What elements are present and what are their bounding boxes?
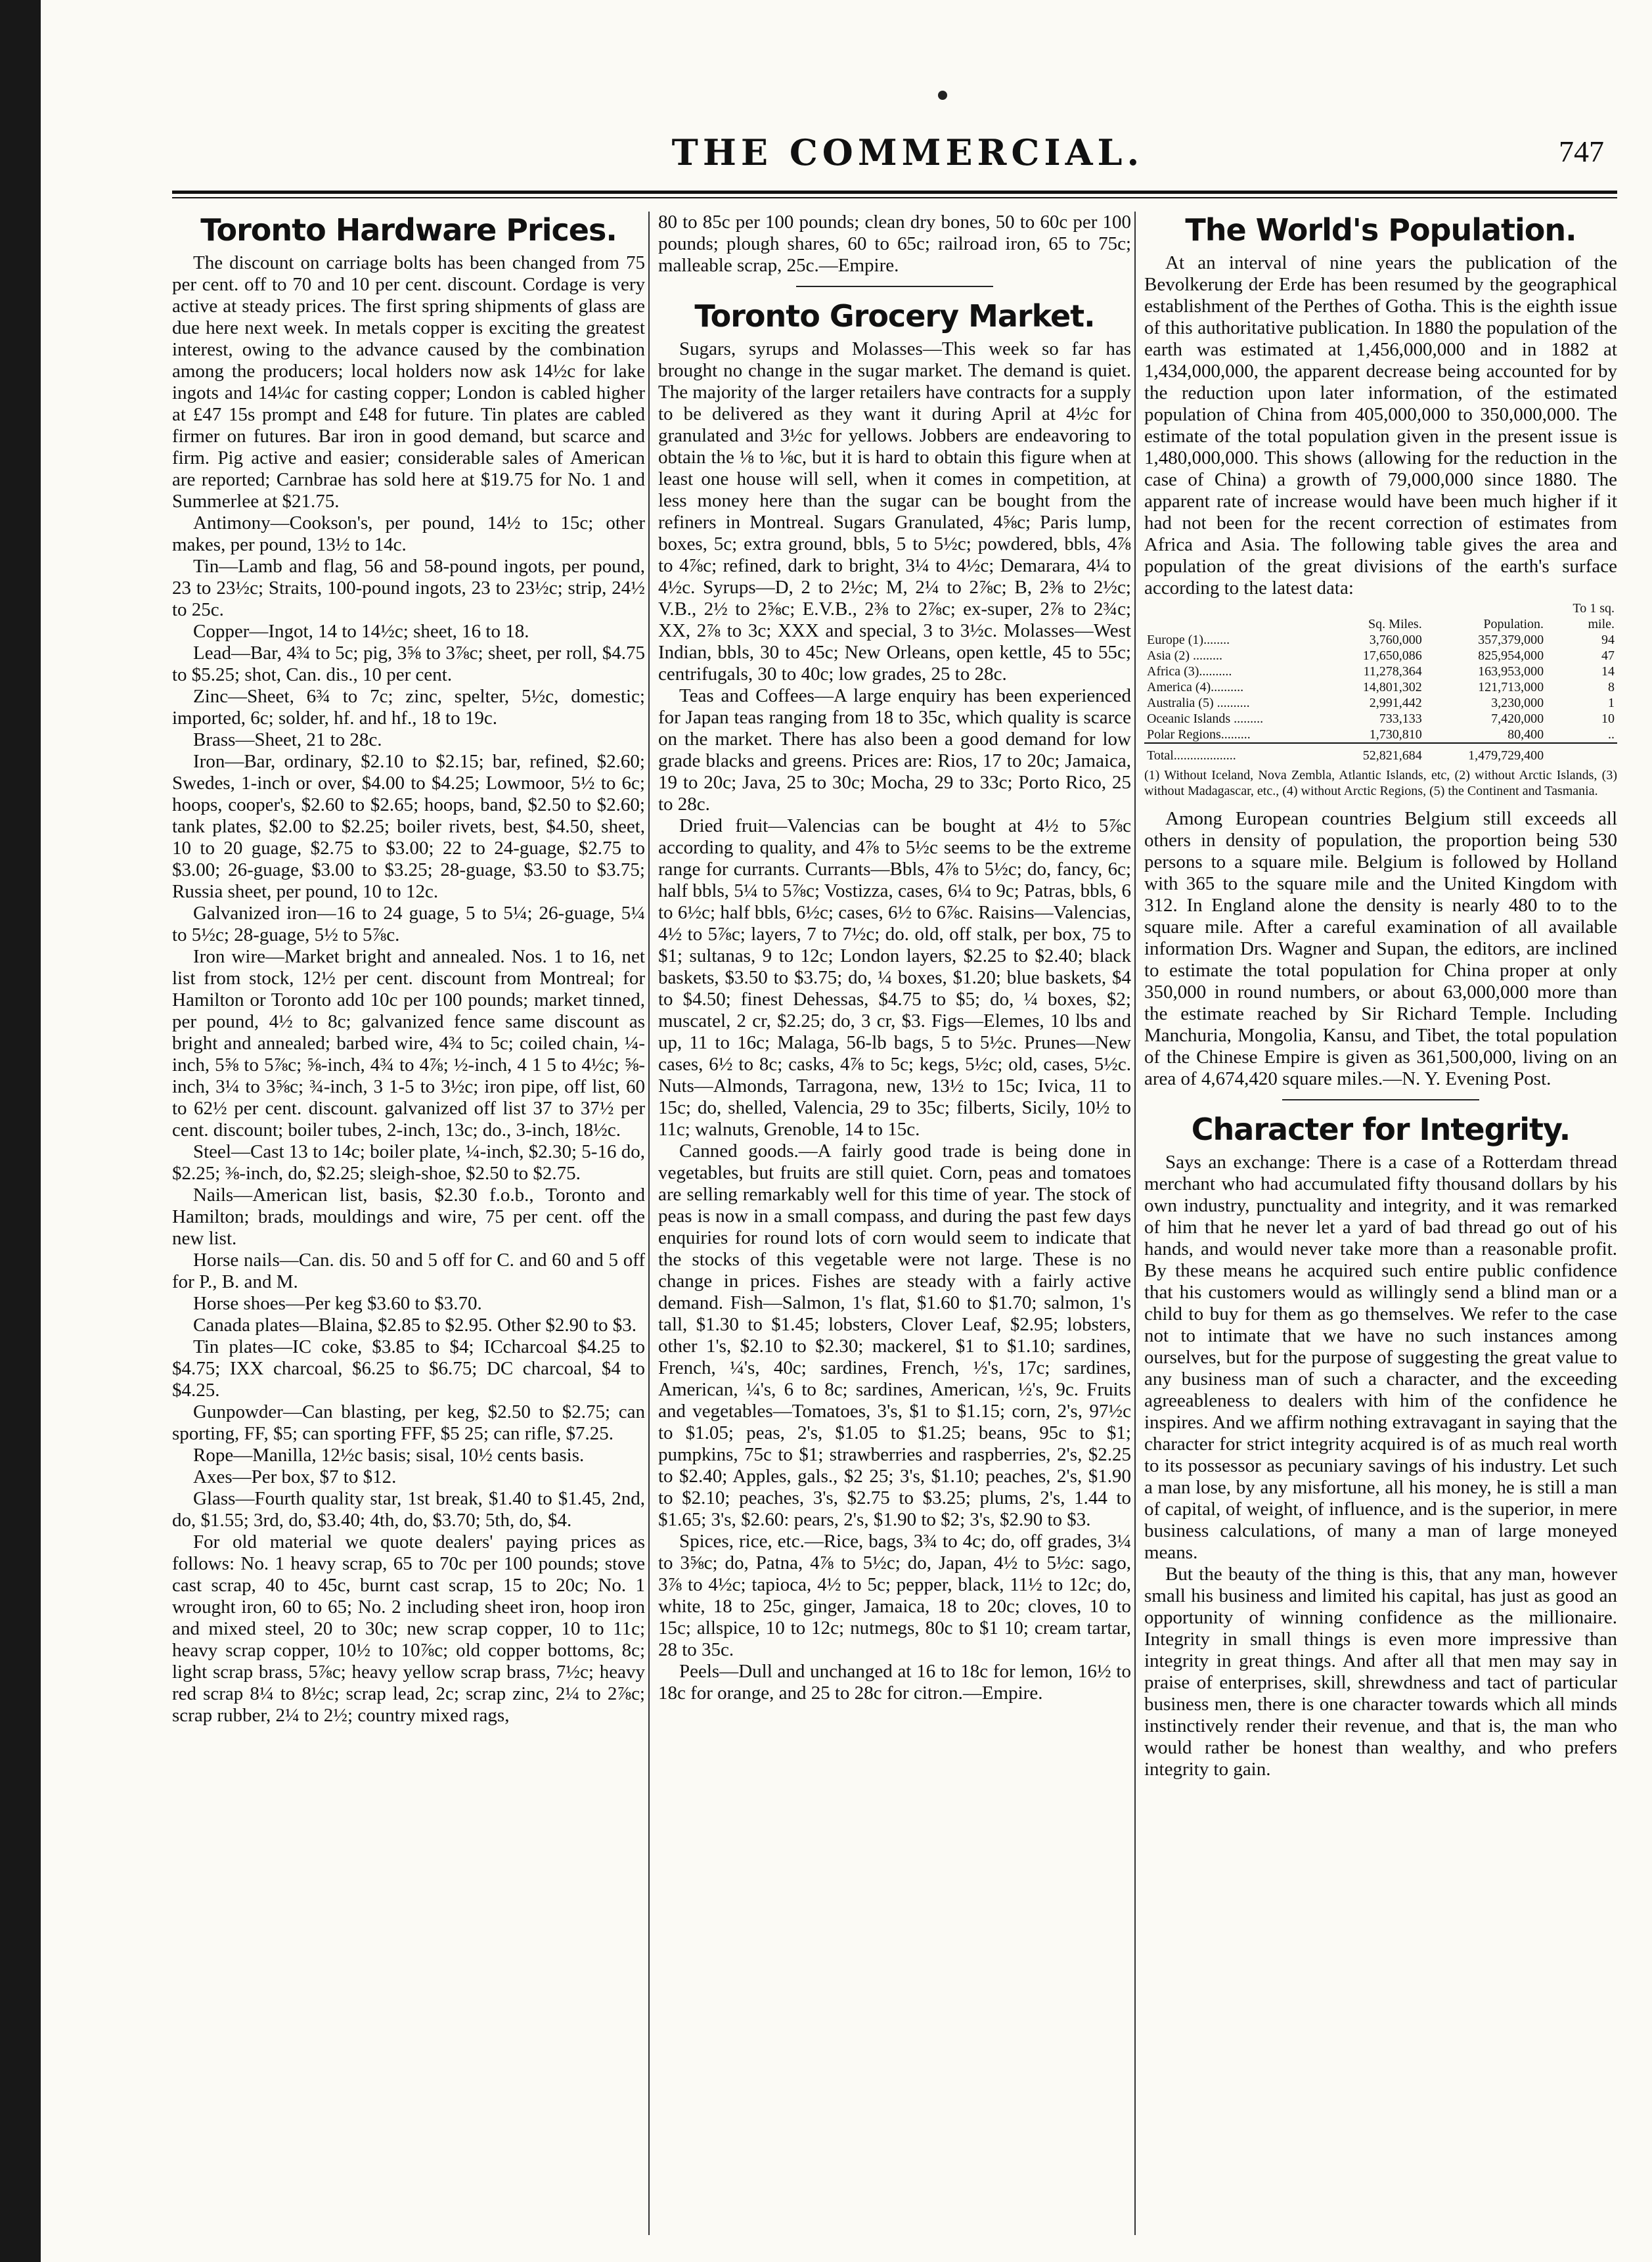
header-rule — [172, 191, 1617, 194]
article-paragraph: Peels—Dull and unchanged at 16 to 18c for lemon, 16½ to 18c for orange, and 25 to 28c for citron.—Empire. — [658, 1661, 1131, 1704]
table-cell: Polar Regions......... — [1147, 727, 1251, 742]
article-paragraph: Spices, rice, etc.—Rice, bags, 3¾ to 4c; do, off grades, 3¼ to 3⅝c; do, Patna, 4⅞ to 5½c; do, Japan, 4½ to 5½c: sago, 3⅞ to 4½c; tapioca, 4½ to 5c; pepper, black, 11½ to 12c; do, white, 18 to 25c, ginger, Jamaica, 18 to 20c; cloves, 10 to 15c; allspice, 10 to 12c; nutmegs, 80c to $1 10; cream tartar, 28 to 35c. — [658, 1531, 1131, 1660]
ink-dot — [938, 91, 947, 100]
table-header: Sq. Miles. — [1368, 617, 1422, 631]
article-paragraph: Tin plates—IC coke, $3.85 to $4; ICcharcoal $4.25 to $4.75; IXX charcoal, $6.25 to $6.75; DC charcoal, $4 to $4.25. — [172, 1336, 645, 1401]
table-row — [1144, 727, 1617, 743]
article-paragraph: Horse shoes—Per keg $3.60 to $3.70. — [193, 1293, 482, 1314]
article-paragraph: But the beauty of the thing is this, that any man, however small his business and limited his capital, has just as good an opportunity of winning confidence as the millionaire. Integrity in small things is even more impressive than integrity in great things. And after all that men may say in praise of enterprises, skill, shrewdness and tact of particular business men, there is one character towards which all minds instinctively render their revenue, and that is, the man who would rather be honest than wealthy, and who prefers integrity to gain. — [1144, 1564, 1617, 1780]
article-body — [658, 338, 1131, 1704]
article-paragraph: Iron—Bar, ordinary, $2.10 to $2.15; bar, refined, $2.60; Swedes, 1-inch or over, $4.00 to $4.25; Lowmoor, 5½ to 6c; hoops, cooper's, $2.60 to $2.65; hoops, band, $2.50 to $2.60; tank plates, $2.00 to $2.25; boiler rivets, best, $4.50, sheet, 10 to 20 guage, $2.75 to $3.00; 22 to 24-guage, $2.75 to $3.00; 26-guage, $3.00 to $3.25; 28-guage, $3.50 to $3.75; Russia sheet, per pound, 10 to 12c. — [172, 751, 645, 902]
article-paragraph: Says an exchange: There is a case of a Rotterdam thread merchant who had accumulated fifty thousand dollars by his own industry, punctuality and integrity, and it was remarked of him that he never let a yard of bad thread go out of his hands, and would never take more than a reasonable profit. By these means he acquired such entire public confidence that his customers would as willingly send a blind man or a child to buy for them as go themselves. We refer to the case not to intimate that we have no such instances among ourselves, but for the purpose of suggesting the great value to any business man of such a character, and the exceeding agreeableness to dealers with him of the confidence he inspires. And we affirm nothing extravagant in saying that the character for strict integrity acquired is of as much real worth to its possessor as pecuniary savings of his industry. Let such a man lose, by any misfortune, all his money, he is still a man of capital, of weight, of influence, and is the superior, in mere business calculations, of many a man of large moneyed means. — [1144, 1152, 1617, 1563]
article-paragraph: Steel—Cast 13 to 14c; boiler plate, ¼-inch, $2.30; 5-16 do, $2.25; ⅜-inch, do, $2.25; sleigh-shoe, $2.50 to $2.75. — [172, 1141, 645, 1184]
article-paragraph: Brass—Sheet, 21 to 28c. — [193, 729, 382, 750]
article-paragraph: Tin—Lamb and flag, 56 and 58-pound ingots, per pound, 23 to 23½c; Straits, 100-pound ingots, 23 to 23½c; strip, 24½ to 25c. — [172, 556, 645, 620]
article-paragraph: Teas and Coffees—A large enquiry has been experienced for Japan teas ranging from 18 to 35c, which quality is scarce on the market. There has also been a good demand for low grade blacks and greens. Prices are: Rios, 17 to 20c; Jamaica, 19 to 20c; Java, 25 to 30c; Mocha, 29 to 33c; Porto Rico, 25 to 28c. — [658, 685, 1131, 815]
table-cell: Australia (5) .......... — [1147, 696, 1250, 710]
table-cell: 11,278,364 — [1363, 664, 1422, 679]
table-cell: 8 — [1608, 680, 1615, 694]
article-heading: Toronto Grocery Market. — [694, 298, 1095, 334]
table-cell: 7,420,000 — [1491, 712, 1544, 726]
table-row — [1144, 711, 1617, 727]
article-paragraph: The discount on carriage bolts has been changed from 75 per cent. off to 70 and 10 per cent. discount. Cordage is very active at steady prices. The first spring shipments of glass are due here next week. In metals copper is exciting the greatest interest, owing to the advance caused by the combination among the producers; local holders now ask 14½c for lake ingots and 14¼c for casting copper; London is cabled higher at £47 15s prompt and £48 for future. Tin plates are cabled firmer on futures. Bar iron in good demand, but scarce and firm. Pig active and easier; considerable sales of American are reported; Carnbrae has sold here at $19.75 for No. 1 and Summerlee at $21.75. — [172, 252, 645, 512]
column-grocery — [658, 212, 1131, 2228]
article-paragraph: Dried fruit—Valencias can be bought at 4½ to 5⅞c according to quality, and 4⅞ to 5½c seems to be the extreme range for currants. Currants—Bbls, 4⅞ to 5½c; do, fancy, 6c; half bbls, 5¼ to 5⅞c; Vostizza, cases, 6¼ to 9c; Patras, bbls, 6 to 6½c; half bbls, 6½c; cases, 6½ to 6⅞c. Raisins—Valencias, 4½ to 5⅞c; layers, 7 to 7½c; do. old, off stalk, per box, 75 to $1; sultanas, 9 to 12c; London layers, $2.25 to $2.40; black baskets, $3.50 to $3.75; do, ¼ boxes, $1.20; blue baskets, $4 to $4.50; finest Dehessas, $4.75 to $5; do, ¼ boxes, $2; muscatel, 2 cr, $2.25; do, 3 cr, $3. Figs—Elemes, 10 lbs and up, 11 to 16c; Malaga, 56-lb bags, 5 to 5½c. Prunes—New cases, 6½ to 8c; casks, 4⅞ to 5c; kegs, 5½c; old, cases, 5½c. Nuts—Almonds, Tarragona, new, 13½ to 15c; Ivica, 11 to 15c; do, shelled, Valencia, 29 to 35c; filberts, Sicily, 10½ to 11c; walnuts, Grenoble, 14 to 15c. — [658, 815, 1131, 1140]
article-paragraph: For old material we quote dealers' paying prices as follows: No. 1 heavy scrap, 65 to 70c per 100 pounds; stove cast scrap, 40 to 45c, burnt cast scrap, 15 to 20c; No. 1 wrought iron, 60 to 65; No. 2 including sheet iron, hoop iron and mixed steel, 20 to 30c; new scrap copper, 10 to 11c; heavy scrap copper, 10½ to 10⅞c; old copper bottoms, 8c; light scrap brass, 5⅞c; heavy yellow scrap brass, 7½c; heavy red scrap 8¼ to 8½c; scrap lead, 2c; scrap zinc, 2¼ to 2⅞c; scrap rubber, 2¼ to 2½; country mixed rags, — [172, 1531, 645, 1726]
table-cell: Europe (1)........ — [1147, 633, 1230, 647]
table-cell: 163,953,000 — [1478, 664, 1544, 679]
table-cell: Africa (3).......... — [1147, 664, 1232, 679]
table-cell: 14 — [1601, 664, 1615, 679]
article-paragraph: Among European countries Belgium still exceeds all others in density of population, the proportion being 530 persons to a square mile. Belgium is followed by Holland with 365 to the square mile and the United Kingdom with 312. In England alone the density is nearly 480 to to the square mile. After a careful examination of all available information Drs. Wagner and Supan, the editors, are inclined to estimate the total population for China proper at only 350,000 in round numbers, or about 63,000,000 more than the estimate reached by Sir Richard Temple. Including Manchuria, Mongolia, Kansu, and Tibet, the total population of the Chinese Empire is given as 361,500,000, living on an area of 4,674,420 square miles.—N. Y. Evening Post. — [1144, 808, 1617, 1089]
article-paragraph: Antimony—Cookson's, per pound, 14½ to 15c; other makes, per pound, 13½ to 14c. — [172, 512, 645, 555]
article-body — [1144, 1152, 1617, 1780]
table-total-row — [1144, 743, 1617, 763]
book-binding-edge — [0, 0, 41, 2262]
table-cell: 1 — [1608, 696, 1615, 710]
article-separator — [1282, 1099, 1479, 1100]
article-paragraph: Lead—Bar, 4¾ to 5c; pig, 3⅝ to 3⅞c; sheet, per roll, $4.75 to $5.25; shot, Can. dis., 10 per cent. — [172, 643, 645, 685]
table-cell: 10 — [1601, 712, 1615, 726]
publication-title: THE COMMERCIAL. — [671, 131, 1144, 173]
table-row — [1144, 695, 1617, 711]
table-row — [1144, 648, 1617, 664]
table-cell: 94 — [1601, 633, 1615, 647]
masthead — [185, 131, 1630, 184]
column-rule — [648, 212, 650, 2235]
article-paragraph: At an interval of nine years the publication of the Bevolkerung der Erde has been resumed by the geographical establishment of the Perthes of Gotha. This is the eighth issue of this authoritative publication. In 1880 the population of the earth was estimated at 1,456,000,000 and in 1882 at 1,434,000,000, the apparent decrease being accounted for by the reduction upon later information, of the estimated population of China from 405,000,000 to 350,000,000. The estimate of the total population given in the present issue is 1,480,000,000. This shows (allowing for the reduction in the case of China) a growth of 79,000,000 since 1880. The apparent rate of increase would have been much higher if it had not been for the recent correction of estimates from Africa and Asia. The following table gives the area and population of the great divisions of the earth's surface according to the latest data: — [1144, 252, 1617, 599]
table-cell: .. — [1608, 727, 1615, 742]
article-heading: Character for Integrity. — [1191, 1112, 1571, 1147]
article-paragraph: Rope—Manilla, 12½c basis; sisal, 10½ cents basis. — [193, 1445, 585, 1466]
page-number: 747 — [1559, 135, 1604, 168]
article-paragraph: Canada plates—Blaina, $2.85 to $2.95. Other $2.90 to $3. — [193, 1315, 636, 1336]
article-paragraph: Glass—Fourth quality star, 1st break, $1.40 to $1.45, 2nd, do, $1.55; 3rd, do, $3.40; 4th, do, $3.70; 5th, do, $4. — [172, 1488, 645, 1531]
column-hardware — [172, 212, 645, 2228]
table-row — [1144, 679, 1617, 695]
article-separator — [796, 286, 993, 287]
table-cell: Asia (2) ......... — [1147, 648, 1222, 663]
table-header: mile. — [1588, 617, 1615, 631]
header-rule-thin — [172, 197, 1617, 198]
table-cell: 47 — [1601, 648, 1615, 663]
table-cell: 733,133 — [1379, 712, 1422, 726]
table-cell: 121,713,000 — [1478, 680, 1544, 694]
table-cell: 825,954,000 — [1478, 648, 1544, 663]
article-paragraph: Sugars, syrups and Molasses—This week so far has brought no change in the sugar market. The demand is quiet. The majority of the larger retailers have contracts for a supply to be delivered as they want it during April at 4½c for granulated and 3½c for yellows. Jobbers are endeavoring to obtain the ⅛ to ⅛c, but it is hard to obtain this figure when at least one house will sell, when it comes in competition, at less money here than the sugar can be bought from the refiners in Montreal. Sugars Granulated, 4⅝c; Paris lump, boxes, 5c; extra ground, bbls, 5 to 5½c; powdered, bbls, 4⅞ to 4⅞c; refined, dark to bright, 3¼ to 4½c; Demarara, 4¼ to 4½c. Syrups—D, 2 to 2½c; M, 2¼ to 2⅞c; B, 2⅜ to 2½c; V.B., 2½ to 2⅝c; E.V.B., 2⅜ to 2⅞c; ex-super, 2⅞ to 2¾c; XX, 2⅞ to 3c; XXX and special, 3 to 3½c. Molasses—West Indian, bbls, 30 to 45c; New Orleans, open kettle, 45 to 55c; centrifugals, 30 to 40c; low grades, 25 to 28c. — [658, 338, 1131, 685]
table-unit-header: To 1 sq. — [1573, 601, 1615, 616]
table-row — [1144, 632, 1617, 648]
article-paragraph: Nails—American list, basis, $2.30 f.o.b., Toronto and Hamilton; brads, mouldings and wire, 75 per cent. off the new list. — [172, 1185, 645, 1249]
article-paragraph: Axes—Per box, $7 to $12. — [193, 1466, 397, 1487]
table-cell: 3,230,000 — [1491, 696, 1544, 710]
table-cell — [1546, 743, 1617, 763]
table-cell: 357,379,000 — [1478, 633, 1544, 647]
table-cell: 14,801,302 — [1362, 680, 1422, 694]
table-cell: 1,479,729,400 — [1425, 743, 1546, 763]
table-cell: 2,991,442 — [1369, 696, 1422, 710]
article-paragraph: Galvanized iron—16 to 24 guage, 5 to 5¼; 26-guage, 5¼ to 5½c; 28-guage, 5½ to 5⅞c. — [172, 903, 645, 945]
newspaper-page — [41, 0, 1652, 2262]
article-paragraph: Iron wire—Market bright and annealed. Nos. 1 to 16, net list from stock, 12½ per cent. discount from Montreal; for Hamilton or Toronto add 10c per 100 pounds; market tinned, per pound, 4½ to 8c; galvanized fence same discount as bright and annealed; barbed wire, 4¾ to 5c; coiled chain, ¼-inch, 5⅝ to 5⅞c; ⅝-inch, 4¾ to 4⅞; ½-inch, 4 1 5 to 4½c; ⅝-inch, 3¼ to 3⅝c; ¾-inch, 3 1-5 to 3½c; iron pipe, off list, 60 to 62½ per cent. discount. galvanized off list 37 to 37½ per cent. discount; boiler tubes, 2-inch, 13c; do., 3-inch, 18½c. — [172, 946, 645, 1141]
table-cell: America (4).......... — [1147, 680, 1244, 694]
table-header: Population. — [1483, 617, 1544, 631]
article-paragraph: Gunpowder—Can blasting, per keg, $2.50 to $2.75; can sporting, FF, $5; can sporting FFF, $5 25; can rifle, $7.25. — [172, 1401, 645, 1444]
table-cell: 80,400 — [1507, 727, 1544, 742]
article-heading: Toronto Hardware Prices. — [200, 212, 617, 248]
table-cell: 52,821,684 — [1328, 743, 1425, 763]
table-row — [1144, 664, 1617, 679]
population-table — [1144, 600, 1617, 763]
table-cell: 3,760,000 — [1369, 633, 1422, 647]
table-cell: Oceanic Islands ......... — [1147, 712, 1264, 726]
article-paragraph: Horse nails—Can. dis. 50 and 5 off for C. and 60 and 5 off for P., B. and M. — [172, 1250, 645, 1292]
continued-paragraph: 80 to 85c per 100 pounds; clean dry bones, 50 to 60c per 100 pounds; plough shares, 60 to 65c; railroad iron, 65 to 75c; malleable scrap, 25c.—Empire. — [658, 212, 1131, 276]
article-paragraph: Canned goods.—A fairly good trade is being done in vegetables, but fruits are still quiet. Corn, peas and tomatoes are selling remarkably well for this time of year. The stock of peas is now in a small compass, and during the past few days enquiries for round lots of corn would seem to indicate that the stocks of this vegetable were not large. These is no change in prices. Fishes are steady with a fairly active demand. Fish—Salmon, 1's flat, $1.60 to $1.70; salmon, 1's tall, $1.30 to $1.45; lobsters, Clover Leaf, $2.95; lobsters, other 1's, $2.10 to $2.30; mackerel, $1 to $1.10; sardines, French, ¼'s, 40c; sardines, French, ½'s, 17c; sardines, American, ¼'s, 6 to 8c; sardines, American, ½'s, 9c. Fruits and vegetables—Tomatoes, 3's, $1 to $1.15; corn, 2's, 97½c to $1.05; peas, 2's, $1.05 to $1.25; beans, 95c to $1; pumpkins, 75c to $1; strawberries and raspberries, 2's, $2.25 to $2.40; Apples, gals., $2 25; 3's, $1.10; peaches, 2's, $1.90 to $2.10; peaches, 3's, $2.75 to $3.25; plums, 2's, 1.44 to $1.65; 3's, $2.60: pears, 2's, $1.90 to $2; 3's, $2.90 to $3. — [658, 1141, 1131, 1530]
column-rule — [1134, 212, 1136, 2235]
table-cell: 17,650,086 — [1362, 648, 1422, 663]
article-heading: The World's Population. — [1185, 212, 1576, 248]
article-paragraph: Copper—Ingot, 14 to 14½c; sheet, 16 to 18. — [193, 621, 529, 642]
article-paragraph: Zinc—Sheet, 6¾ to 7c; zinc, spelter, 5½c, domestic; imported, 6c; solder, hf. and hf., 18 to 19c. — [172, 686, 645, 729]
column-population — [1144, 212, 1617, 2228]
table-cell: 1,730,810 — [1369, 727, 1422, 742]
table-footnote: (1) Without Iceland, Nova Zembla, Atlantic Islands, etc, (2) without Arctic Islands, (3) without Madagascar, etc., (4) without Arctic Regions, (5) the Continent and Tasmania. — [1144, 768, 1617, 798]
article-body — [172, 252, 645, 1727]
table-cell: Total................... — [1144, 743, 1328, 763]
